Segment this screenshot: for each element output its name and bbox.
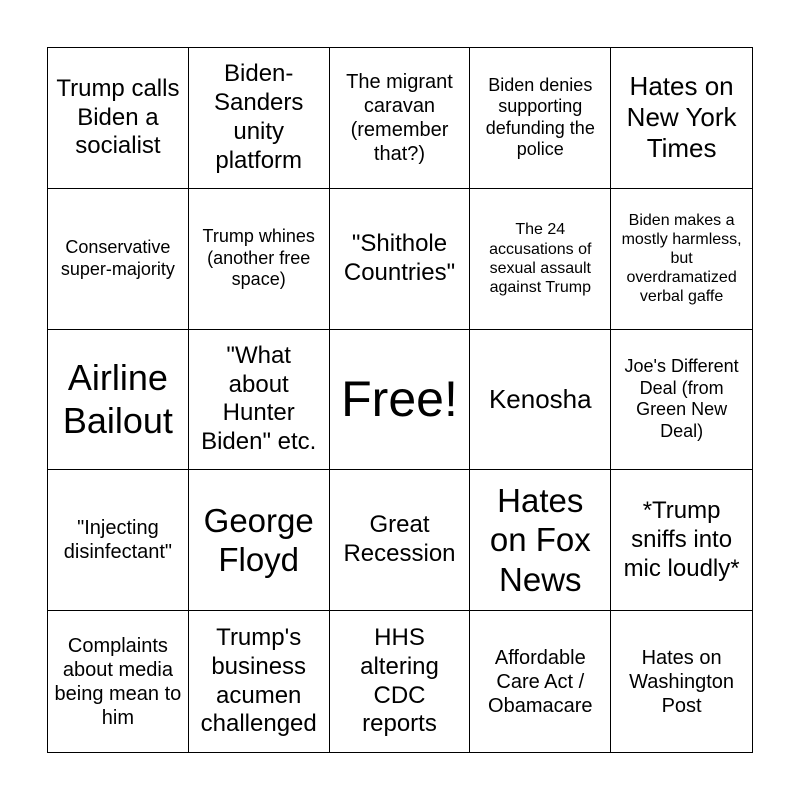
cell-text: Biden-Sanders unity platform: [214, 60, 304, 174]
cell-text: Complaints about media being mean to him: [54, 634, 182, 729]
bingo-cell[interactable]: [48, 330, 189, 471]
cell-text: Trump whines (another free space): [202, 226, 315, 290]
cell-text: Joe's Different Deal (from Green New Deal): [624, 356, 739, 442]
bingo-cell[interactable]: [330, 189, 471, 330]
bingo-cell[interactable]: [330, 48, 471, 189]
cell-text: Trump's business acumen challenged: [200, 624, 317, 738]
cell-text: Airline Bailout: [62, 357, 173, 442]
cell-text: The 24 accusations of sexual assault against Trump: [489, 221, 592, 296]
bingo-cell[interactable]: [48, 611, 189, 752]
cell-text: "Shithole Countries": [343, 229, 456, 286]
bingo-cell[interactable]: [189, 48, 330, 189]
cell-text: Trump calls Biden a socialist: [56, 74, 180, 160]
cell-text: HHS altering CDC reports: [360, 624, 439, 738]
free-space-cell[interactable]: [330, 330, 471, 471]
bingo-cell[interactable]: [330, 611, 471, 752]
cell-text: The migrant caravan (remember that?): [346, 70, 453, 165]
cell-text: Conservative super-majority: [60, 237, 175, 279]
bingo-cell[interactable]: [189, 189, 330, 330]
cell-text: Biden makes a mostly harmless, but overdramatized verbal gaffe: [621, 211, 742, 306]
bingo-cell[interactable]: [611, 330, 752, 471]
cell-text: "What about Hunter Biden" etc.: [201, 341, 317, 456]
bingo-cell[interactable]: [189, 330, 330, 471]
cell-text: George Floyd: [203, 501, 314, 579]
bingo-cell[interactable]: [48, 189, 189, 330]
cell-text: *Trump sniffs into mic loudly*: [623, 497, 740, 582]
cell-text: Hates on Washington Post: [629, 646, 735, 717]
bingo-cell[interactable]: [48, 48, 189, 189]
bingo-board: [47, 47, 753, 753]
cell-text: Kenosha: [488, 383, 592, 414]
bingo-cell[interactable]: [611, 470, 752, 611]
cell-text: Great Recession: [343, 511, 456, 568]
bingo-cell[interactable]: [470, 189, 611, 330]
free-space-text: Free!: [341, 371, 458, 428]
cell-text: Affordable Care Act / Obamacare: [488, 646, 593, 717]
bingo-cell[interactable]: [189, 470, 330, 611]
bingo-cell[interactable]: [470, 48, 611, 189]
bingo-cell[interactable]: [470, 611, 611, 752]
bingo-cell[interactable]: [611, 189, 752, 330]
bingo-cell[interactable]: [470, 470, 611, 611]
bingo-cell[interactable]: [470, 330, 611, 471]
cell-text: Hates on New York Times: [626, 71, 737, 164]
cell-text: Hates on Fox News: [489, 481, 591, 599]
bingo-cell[interactable]: [611, 48, 752, 189]
bingo-cell[interactable]: [330, 470, 471, 611]
cell-text: "Injecting disinfectant": [63, 517, 173, 564]
bingo-cell[interactable]: [189, 611, 330, 752]
cell-text: Biden denies supporting defunding the police: [485, 74, 595, 160]
bingo-cell[interactable]: [611, 611, 752, 752]
bingo-cell[interactable]: [48, 470, 189, 611]
